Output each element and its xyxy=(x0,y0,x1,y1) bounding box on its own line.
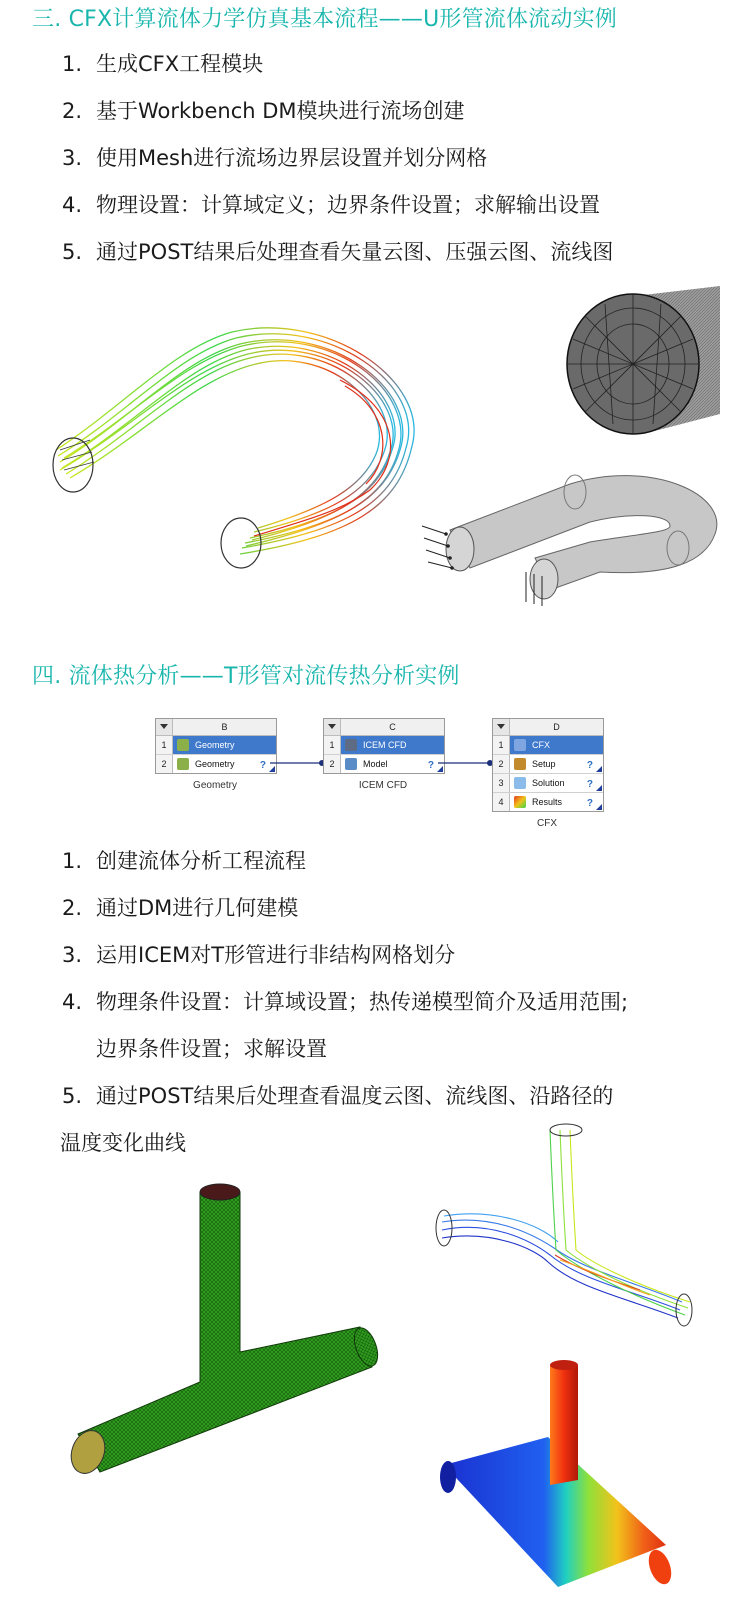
system-row[interactable] xyxy=(324,736,444,755)
row-number: 2 xyxy=(493,755,510,773)
status-question-icon: ? xyxy=(586,798,593,809)
section3-step-5 xyxy=(62,236,613,266)
step-text: 物理设置：计算域定义；边界条件设置；求解输出设置 xyxy=(96,193,600,217)
step-text: 使用Mesh进行流场边界层设置并划分网格 xyxy=(96,146,488,170)
system-c-icem-cfd[interactable] xyxy=(323,718,445,774)
system-column-letter: B xyxy=(221,722,228,732)
step-text: 通过POST结果后处理查看矢量云图、压强云图、流线图 xyxy=(96,240,614,264)
icem-icon xyxy=(345,739,357,751)
section4-step-5 xyxy=(62,1080,613,1110)
link-connector xyxy=(438,758,498,768)
workbench-project-schematic xyxy=(150,714,610,834)
step-number: 1. xyxy=(62,849,83,873)
step-number: 2. xyxy=(62,99,83,123)
geometry-icon xyxy=(177,739,189,751)
system-caption: ICEM CFD xyxy=(358,780,408,791)
step-number: 2. xyxy=(62,896,83,920)
section4-step-4-continued xyxy=(96,1033,327,1063)
status-question-icon: ? xyxy=(427,760,434,771)
step-number: 3. xyxy=(62,146,83,170)
step-number: 1. xyxy=(62,52,83,76)
step-text: 通过DM进行几何建模 xyxy=(96,896,299,920)
system-d-cfx[interactable] xyxy=(492,718,604,812)
step-text: 物理条件设置：计算域设置；热传递模型简介及适用范围; xyxy=(96,990,629,1014)
system-row[interactable] xyxy=(493,774,603,793)
section3-step-1 xyxy=(62,48,263,78)
u-pipe-streamline-image xyxy=(40,300,430,590)
row-label: Geometry xyxy=(195,759,235,769)
step-number: 5. xyxy=(62,240,83,264)
system-row[interactable] xyxy=(156,755,276,773)
t-pipe-streamline-image xyxy=(430,1120,700,1340)
section3-step-4 xyxy=(62,189,600,219)
cfx-icon xyxy=(514,739,526,751)
connector-handle-icon[interactable] xyxy=(596,785,602,791)
pipe-end-mesh-image xyxy=(565,284,720,436)
system-row[interactable] xyxy=(493,736,603,755)
connector-handle-icon[interactable] xyxy=(596,804,602,810)
system-menu-icon[interactable] xyxy=(156,719,173,735)
geometry-icon xyxy=(177,758,189,770)
system-b-geometry[interactable] xyxy=(155,718,277,774)
row-label: Solution xyxy=(532,778,565,788)
status-question-icon: ? xyxy=(586,779,593,790)
results-icon xyxy=(514,796,526,808)
step-text: 通过POST结果后处理查看温度云图、流线图、沿路径的 xyxy=(96,1084,614,1108)
section4-step-1 xyxy=(62,845,306,875)
row-label: Geometry xyxy=(195,740,235,750)
row-number: 1 xyxy=(324,736,341,754)
row-number: 1 xyxy=(493,736,510,754)
system-row[interactable] xyxy=(324,755,444,773)
connector-handle-icon[interactable] xyxy=(596,766,602,772)
row-label: ICEM CFD xyxy=(363,740,407,750)
section3-title: 三. CFX计算流体力学仿真基本流程——U形管流体流动实例 xyxy=(32,7,617,32)
u-pipe-geometry-image xyxy=(420,464,720,614)
row-number: 2 xyxy=(156,755,173,773)
system-row[interactable] xyxy=(156,736,276,755)
section4-step-2 xyxy=(62,892,298,922)
step-text: 创建流体分析工程流程 xyxy=(96,849,306,873)
system-row[interactable] xyxy=(493,755,603,774)
row-number: 3 xyxy=(493,774,510,792)
step-text: 生成CFX工程模块 xyxy=(96,52,264,76)
system-caption: Geometry xyxy=(193,780,237,791)
row-number: 2 xyxy=(324,755,341,773)
t-pipe-temperature-contour-image xyxy=(438,1355,683,1595)
section4-step-4 xyxy=(62,986,628,1016)
model-icon xyxy=(345,758,357,770)
section4-step-3 xyxy=(62,939,455,969)
row-number: 1 xyxy=(156,736,173,754)
system-column-letter: D xyxy=(553,722,560,732)
step-text: 基于Workbench DM模块进行流场创建 xyxy=(96,99,465,123)
step-number: 3. xyxy=(62,943,83,967)
section3-step-2 xyxy=(62,95,465,125)
row-label: Results xyxy=(532,797,563,807)
link-connector xyxy=(270,758,330,768)
section3-step-3 xyxy=(62,142,487,172)
step-text: 运用ICEM对T形管进行非结构网格划分 xyxy=(96,943,456,967)
step-number: 4. xyxy=(62,990,83,1014)
row-number: 4 xyxy=(493,793,510,811)
system-row[interactable] xyxy=(493,793,603,811)
solution-icon xyxy=(514,777,526,789)
system-column-letter: C xyxy=(389,722,396,732)
status-question-icon: ? xyxy=(259,760,266,771)
row-label: Model xyxy=(363,759,388,769)
section4-title: 四. 流体热分析——T形管对流传热分析实例 xyxy=(32,664,460,689)
step-text: 温度变化曲线 xyxy=(60,1131,186,1155)
system-menu-icon[interactable] xyxy=(493,719,510,735)
system-caption: CFX xyxy=(537,818,557,829)
row-label: CFX xyxy=(532,740,550,750)
t-pipe-mesh-image xyxy=(60,1182,380,1482)
step-text: 边界条件设置；求解设置 xyxy=(96,1037,327,1061)
row-label: Setup xyxy=(532,759,556,769)
setup-icon xyxy=(514,758,526,770)
step-number: 4. xyxy=(62,193,83,217)
section4-step-5-continued xyxy=(60,1127,186,1157)
status-question-icon: ? xyxy=(586,760,593,771)
system-menu-icon[interactable] xyxy=(324,719,341,735)
step-number: 5. xyxy=(62,1084,83,1108)
